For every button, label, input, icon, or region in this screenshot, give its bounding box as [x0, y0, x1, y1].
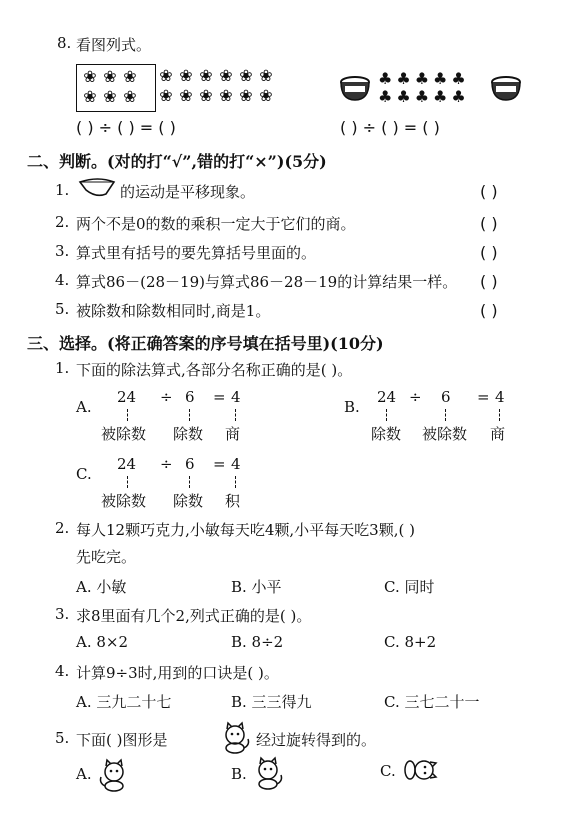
- s3-q1-b-equals: =: [477, 388, 490, 406]
- connector-line: [235, 409, 236, 421]
- connector-line: [127, 476, 128, 488]
- s3-q5-option-a-label[interactable]: A.: [76, 765, 92, 783]
- s3-q1-a-divisor: 6: [185, 388, 195, 406]
- s3-q1-c-label3: 积: [225, 492, 241, 510]
- s3-q1-b-quotient: 4: [495, 388, 505, 406]
- flower-icon: ❀: [123, 67, 137, 86]
- s3-q3-number: 3.: [55, 605, 70, 623]
- basket-icon: [337, 74, 373, 104]
- s3-q2-option-a[interactable]: A. 小敏: [76, 578, 127, 596]
- s2-item3-answer[interactable]: ( ): [480, 243, 498, 262]
- s3-q1-b-label2: 被除数: [422, 425, 468, 443]
- s2-item2-text: 两个不是0的数的乘积一定大于它们的商。: [76, 215, 356, 233]
- flower-icon: ❀: [239, 86, 253, 105]
- flower-icon: ❀: [103, 87, 117, 106]
- s3-q1-a-equals: =: [213, 388, 226, 406]
- flower-icon: ❀: [259, 86, 273, 105]
- s3-q4-number: 4.: [55, 662, 70, 680]
- s3-q2-number: 2.: [55, 519, 70, 537]
- flower-icon: ❀: [123, 87, 137, 106]
- s3-q1-c-label2: 除数: [173, 492, 204, 510]
- cat-icon: [218, 721, 252, 755]
- s3-q2-option-b[interactable]: B. 小平: [231, 578, 282, 596]
- mushroom-icon: ♣: [378, 87, 397, 106]
- s3-q5-number: 5.: [55, 729, 70, 747]
- flower-icon: ❀: [159, 86, 173, 105]
- s2-item2-answer[interactable]: ( ): [480, 214, 498, 233]
- s3-q1-a-label2: 除数: [173, 425, 204, 443]
- connector-line: [386, 409, 387, 421]
- mushroom-icon: ♣: [378, 69, 397, 88]
- mushroom-icon: ♣: [414, 87, 434, 106]
- s2-item1-number: 1.: [55, 181, 70, 199]
- s3-q5-text-a: 下面( )图形是: [76, 731, 168, 749]
- s3-q2-text: 每人12颗巧克力,小敏每天吃4颗,小平每天吃3颗,( ): [76, 521, 415, 539]
- s3-q1-c-label1: 被除数: [101, 492, 147, 510]
- s2-item4-answer[interactable]: ( ): [480, 272, 498, 291]
- flower-icon: ❀: [159, 66, 173, 85]
- s3-q4-option-a[interactable]: A. 三九二十七: [76, 693, 172, 711]
- s3-q1-a-quotient: 4: [231, 388, 241, 406]
- s2-item4-number: 4.: [55, 271, 70, 289]
- s3-q1-option-a-label[interactable]: A.: [76, 398, 92, 416]
- flower-icon: ❀: [179, 86, 193, 105]
- section2-title: 二、判断。(对的打“√”,错的打“×”)(5分): [27, 152, 327, 171]
- mushroom-icon: ♣: [396, 69, 415, 88]
- s3-q3-option-a[interactable]: A. 8×2: [76, 633, 129, 651]
- s3-q3-option-b[interactable]: B. 8÷2: [231, 633, 284, 651]
- section3-title: 三、选择。(将正确答案的序号填在括号里)(10分): [27, 334, 384, 353]
- flower-icon: ❀: [83, 67, 97, 86]
- mushroom-group: [378, 70, 470, 106]
- mushroom-icon: ♣: [451, 87, 470, 106]
- s3-q4-option-b[interactable]: B. 三三得九: [231, 693, 312, 711]
- s3-q1-c-dividend: 24: [117, 455, 137, 473]
- s3-q1-b-divide-sign: ÷: [409, 388, 422, 406]
- flower-icon: ❀: [199, 86, 213, 105]
- s2-item2-number: 2.: [55, 213, 70, 231]
- q8-equation-2[interactable]: ( ) ÷ ( ) = ( ): [340, 118, 440, 137]
- s3-q1-b-divisor: 6: [441, 388, 451, 406]
- s3-q3-option-c[interactable]: C. 8+2: [384, 633, 437, 651]
- s3-q4-option-c[interactable]: C. 三七二十一: [384, 693, 480, 711]
- cat-option-b-icon: [251, 756, 285, 792]
- s3-q5-text-b: 经过旋转得到的。: [256, 731, 377, 749]
- mushroom-icon: ♣: [433, 69, 452, 88]
- q8-title: 看图列式。: [76, 36, 152, 54]
- s3-q1-c-divisor: 6: [185, 455, 195, 473]
- s3-q1-c-quotient: 4: [231, 455, 241, 473]
- flower-box: [76, 64, 156, 112]
- s2-item3-text: 算式里有括号的要先算括号里面的。: [76, 244, 317, 262]
- s3-q1-a-label3: 商: [225, 425, 241, 443]
- s2-item1-text: 的运动是平移现象。: [120, 183, 256, 201]
- flower-icon: ❀: [199, 66, 213, 85]
- s2-item4-text: 算式86－(28－19)与算式86－28－19的计算结果一样。: [76, 273, 458, 291]
- flower-icon: ❀: [219, 86, 233, 105]
- s3-q1-b-label3: 商: [490, 425, 506, 443]
- s3-q5-option-b-label[interactable]: B.: [231, 765, 247, 783]
- connector-line: [235, 476, 236, 488]
- connector-line: [189, 476, 190, 488]
- s3-q1-b-dividend: 24: [377, 388, 397, 406]
- s3-q1-c-equals: =: [213, 455, 226, 473]
- connector-line: [189, 409, 190, 421]
- flower-icon: ❀: [103, 67, 117, 86]
- s2-item3-number: 3.: [55, 242, 70, 260]
- s3-q2-option-c[interactable]: C. 同时: [384, 578, 435, 596]
- s3-q5-option-c-label[interactable]: C.: [380, 762, 396, 780]
- s3-q1-a-dividend: 24: [117, 388, 137, 406]
- s3-q1-option-b-label[interactable]: B.: [344, 398, 360, 416]
- mushroom-icon: ♣: [396, 87, 415, 106]
- s3-q2-text-cont: 先吃完。: [76, 548, 137, 566]
- connector-line: [127, 409, 128, 421]
- q8-equation-1[interactable]: ( ) ÷ ( ) = ( ): [76, 118, 176, 137]
- s2-item5-number: 5.: [55, 300, 70, 318]
- s3-q3-text: 求8里面有几个2,列式正确的是( )。: [76, 607, 312, 625]
- s3-q1-number: 1.: [55, 359, 70, 377]
- s3-q4-text: 计算9÷3时,用到的口诀是( )。: [76, 664, 279, 682]
- s2-item1-answer[interactable]: ( ): [480, 182, 498, 201]
- connector-line: [445, 409, 446, 421]
- cat-option-c-icon: [400, 754, 440, 786]
- flower-icon: ❀: [179, 66, 193, 85]
- s3-q1-text: 下面的除法算式,各部分名称正确的是( )。: [76, 361, 353, 379]
- flower-icon: ❀: [83, 87, 97, 106]
- flower-group: [156, 66, 276, 106]
- spinning-top-icon: [78, 176, 118, 198]
- s2-item5-text: 被除数和除数相同时,商是1。: [76, 302, 271, 320]
- flower-icon: ❀: [219, 66, 233, 85]
- s3-q1-b-label1: 除数: [371, 425, 402, 443]
- mushroom-icon: ♣: [451, 69, 470, 88]
- s3-q1-option-c-label[interactable]: C.: [76, 465, 92, 483]
- basket-icon: [488, 74, 524, 104]
- s2-item5-answer[interactable]: ( ): [480, 301, 498, 320]
- s3-q1-c-divide-sign: ÷: [160, 455, 173, 473]
- mushroom-icon: ♣: [414, 69, 434, 88]
- mushroom-icon: ♣: [433, 87, 452, 106]
- q8-number: 8.: [57, 34, 72, 52]
- flower-icon: ❀: [259, 66, 273, 85]
- cat-option-a-icon: [96, 758, 132, 794]
- s3-q1-a-divide-sign: ÷: [160, 388, 173, 406]
- s3-q1-a-label1: 被除数: [101, 425, 147, 443]
- flower-icon: ❀: [239, 66, 253, 85]
- connector-line: [499, 409, 500, 421]
